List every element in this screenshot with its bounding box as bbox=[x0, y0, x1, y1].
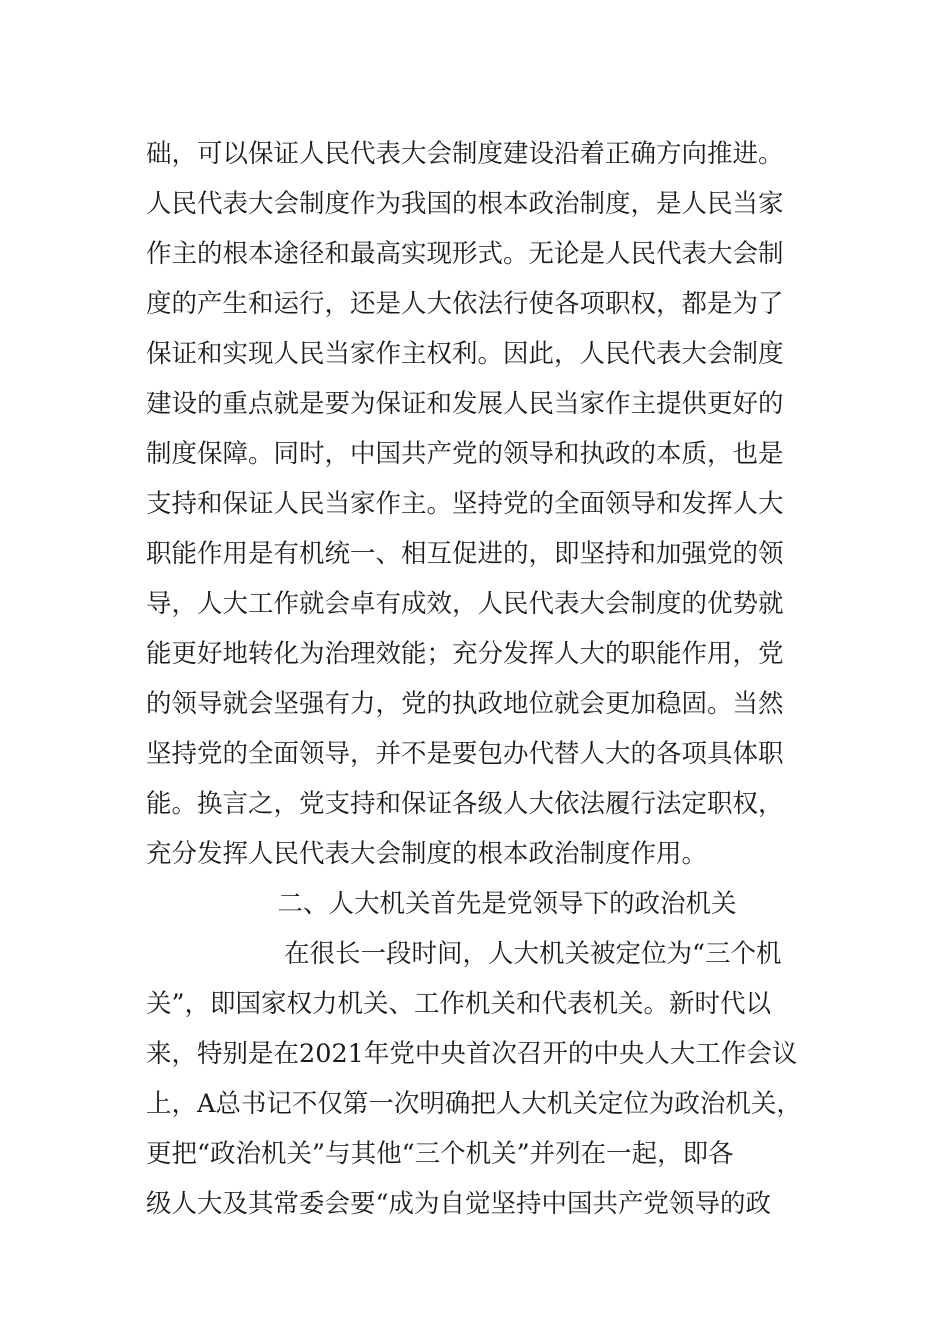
text-line: 建设的重点就是要为保证和发展人民当家作主提供更好的 bbox=[146, 389, 784, 419]
text-line: 更把“政治机关”与其他“三个机关”并列在一起，即各 bbox=[146, 1139, 734, 1169]
text-line: 充分发挥人民代表大会制度的根本政治制度作用。 bbox=[146, 839, 708, 869]
text-line: 关”，即国家权力机关、工作机关和代表机关。新时代以 bbox=[146, 989, 772, 1019]
text-line: 坚持党的全面领导，并不是要包办代替人大的各项具体职 bbox=[146, 739, 784, 769]
text-line: 上，A总书记不仅第一次明确把人大机关定位为政治机关， bbox=[146, 1089, 802, 1119]
text-line: 职能作用是有机统一、相互促进的，即坚持和加强党的领 bbox=[146, 539, 784, 569]
text-line: 的领导就会坚强有力，党的执政地位就会更加稳固。当然 bbox=[146, 689, 784, 719]
text-line: 度的产生和运行，还是人大依法行使各项职权，都是为了 bbox=[146, 289, 784, 319]
text-line: 作主的根本途径和最高实现形式。无论是人民代表大会制 bbox=[146, 239, 784, 269]
text-line: 来，特别是在2021年党中央首次召开的中央人大工作会议 bbox=[146, 1039, 798, 1069]
text-line: 在很长一段时间，人大机关被定位为“三个机 bbox=[284, 939, 782, 969]
section-heading: 二、人大机关首先是党领导下的政治机关 bbox=[277, 889, 737, 919]
text-line: 人民代表大会制度作为我国的根本政治制度，是人民当家 bbox=[146, 189, 784, 219]
text-line: 支持和保证人民当家作主。坚持党的全面领导和发挥人大 bbox=[146, 489, 784, 519]
text-line: 制度保障。同时，中国共产党的领导和执政的本质，也是 bbox=[146, 439, 784, 469]
text-line: 导，人大工作就会卓有成效，人民代表大会制度的优势就 bbox=[146, 589, 784, 619]
text-line: 能。换言之，党支持和保证各级人大依法履行法定职权， bbox=[146, 789, 784, 819]
text-line: 能更好地转化为治理效能；充分发挥人大的职能作用，党 bbox=[146, 639, 784, 669]
text-line: 础，可以保证人民代表大会制度建设沿着正确方向推进。 bbox=[146, 139, 784, 169]
text-line: 级人大及其常委会要“成为自觉坚持中国共产党领导的政 bbox=[146, 1189, 772, 1219]
text-line: 保证和实现人民当家作主权利。因此，人民代表大会制度 bbox=[146, 339, 784, 369]
